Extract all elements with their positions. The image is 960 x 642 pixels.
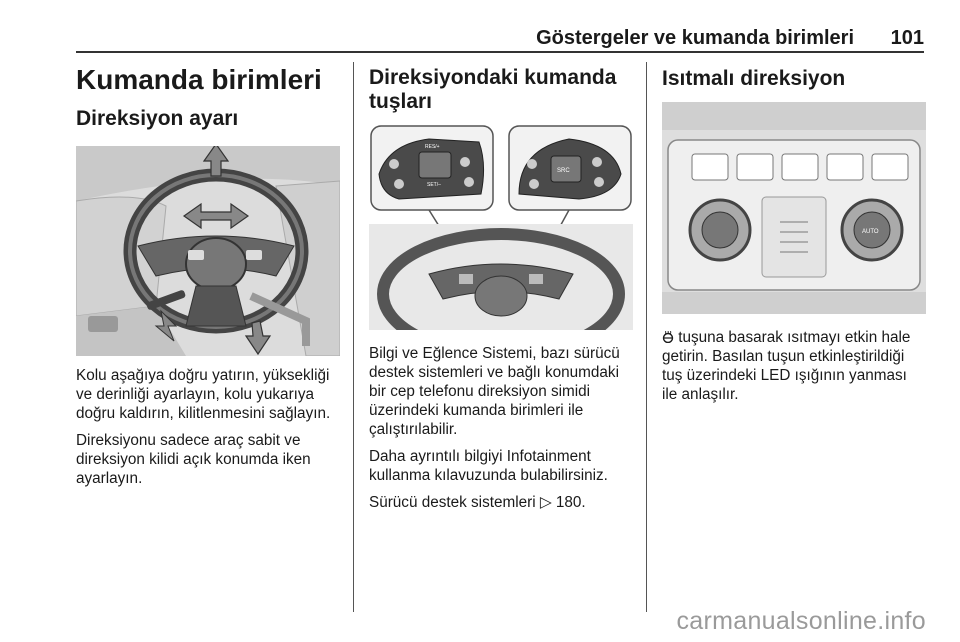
auto-label: AUTO [862, 229, 879, 235]
heated-steering-illustration [662, 102, 926, 314]
paragraph: Kolu aşağıya doğru yatırın, yüksekliği ve derinliği ayarlayın, kolu yukarıya doğru kaldırın, kilitlenmesini sağlayın. [76, 367, 331, 422]
climate-panel-drawing [662, 102, 926, 314]
column-left [76, 62, 340, 488]
src-label: SRC [557, 168, 570, 174]
res-label: RES/+ [425, 144, 440, 150]
column-middle [369, 62, 633, 512]
header-title: Göstergeler ve kumanda birimleri [536, 27, 854, 49]
column-right [662, 62, 926, 404]
paragraph: Bilgi ve Eğlence Sistemi, bazı sürücü destek sistemleri ve bağlı konumdaki bir cep telefonu direksiyon simidi üzerindeki kumanda birimleri ile çalıştırılabilir. [369, 345, 620, 438]
heated-steering-text: tuşuna basarak ısıtmayı etkin hale getirin. Basılan tuşun etkinleştirildiği tuş üzerindeki LED ışığının yanması ile anlaşılır. [662, 329, 911, 403]
section-title-heated-steering: Isıtmalı direksiyon [662, 67, 846, 90]
reference-text: Sürücü destek sistemleri [369, 494, 536, 511]
header-rule [76, 51, 924, 53]
page-header [76, 0, 924, 52]
paragraph [662, 328, 926, 404]
reference-page[interactable]: 180. [555, 494, 586, 511]
page-number: 101 [890, 27, 924, 49]
steering-wheel-drawing [76, 146, 340, 356]
paragraph-reference [369, 493, 633, 512]
section-title-steering-controls: Direksiyondaki kumanda tuşları [369, 66, 617, 113]
chapter-title: Kumanda birimleri [76, 64, 322, 95]
steering-controls-illustration [369, 124, 633, 330]
steering-controls-drawing [369, 124, 633, 330]
watermark: carmanualsonline.info [676, 607, 926, 635]
paragraph: Daha ayrıntılı bilgiyi Infotainment kullanma kılavuzunda bulabilirsiniz. [369, 448, 608, 484]
paragraph: Direksiyonu sadece araç sabit ve direksiyon kilidi açık konumda iken ayarlayın. [76, 432, 311, 487]
column-divider [353, 62, 354, 612]
set-label: SET/– [427, 182, 441, 188]
reference-arrow-icon: ▷ [539, 494, 552, 511]
section-title-steering-adjust: Direksiyon ayarı [76, 107, 239, 130]
steering-adjust-illustration [76, 146, 340, 356]
heated-steering-wheel-icon [662, 331, 674, 343]
column-divider [646, 62, 647, 612]
